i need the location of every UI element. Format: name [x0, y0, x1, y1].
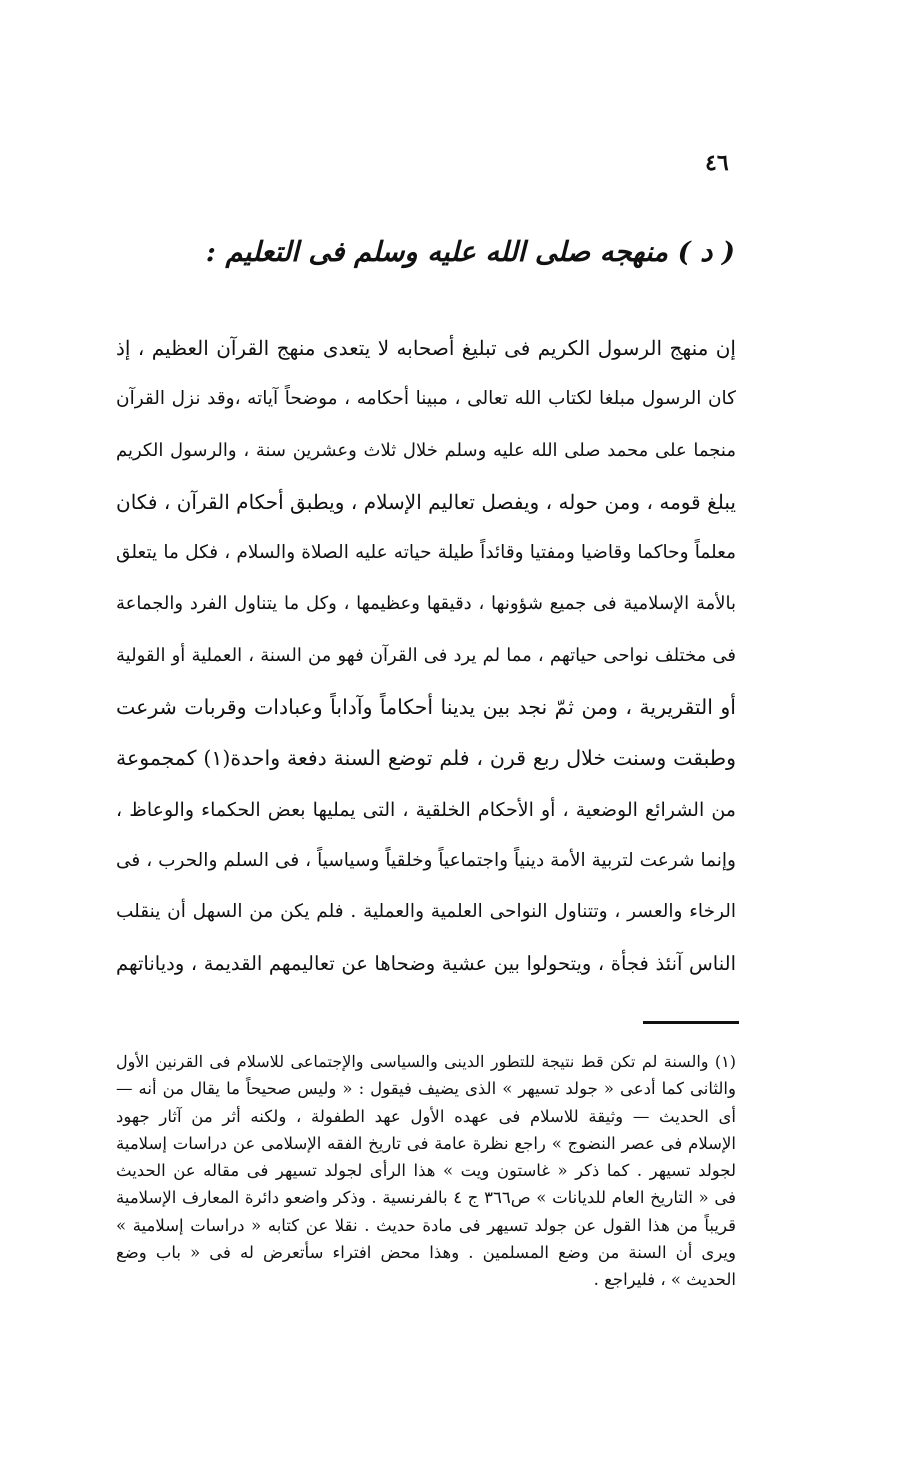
footnote-line: ويرى أن السنة من وضع المسلمين . وهذا محض افتراء سأتعرض له فى « باب وضع [116, 1243, 736, 1263]
body-text [116, 328, 736, 995]
body-line: يبلغ قومه ، ومن حوله ، ويفصل تعاليم الإسلام ، ويطبق أحكام القرآن ، فكان [116, 489, 736, 514]
footnote-line: الإسلام فى عصر النضوج » راجع نظرة عامة فى تاريخ الفقه الإسلامى عن دراسات إسلامية [116, 1133, 736, 1153]
footnote-line: أى الحديث — وثيقة للاسلام فى عهده الأول عهد الطفولة ، ولكنه أثر من آثار جهود [116, 1106, 736, 1126]
body-line: معلماً وحاكما وقاضيا ومفتيا وقائداً طيلة حياته عليه الصلاة والسلام ، فكل ما يتعلق [116, 542, 736, 564]
footnote-line: فى « التاريخ العام للديانات » ص٣٦٦ ج ٤ بالفرنسية . وذكر واضعو دائرة المعارف الإسلامية [116, 1188, 737, 1208]
body-line: وطبقت وسنت خلال ربع قرن ، فلم توضع السنة دفعة واحدة(١) كمجموعة [116, 746, 736, 771]
footnote-line: قريباً من هذا القول عن جولد تسيهر فى مادة حديث . نقلا عن كتابه « دراسات إسلامية » [116, 1215, 736, 1235]
footnote-line: الحديث » ، فليراجع . [593, 1270, 736, 1290]
body-line: إن منهج الرسول الكريم فى تبليغ أصحابه لا يتعدى منهج القرآن العظيم ، إذ [116, 336, 736, 360]
footnote-line: والثانى كما أدعى « جولد تسيهر » الذى يضيف فيقول : « وليس صحيحاً ما يقال من أنه — [116, 1079, 736, 1099]
footnote-separator [643, 1021, 739, 1024]
body-line: كان الرسول مبلغا لكتاب الله تعالى ، مبينا أحكامه ، موضحاً آياته ،وقد نزل القرآن [116, 388, 736, 410]
body-line: وإنما شرعت لتربية الأمة دينياً واجتماعياً وخلقياً وسياسياً ، فى السلم والحرب ، فى [116, 849, 736, 871]
section-heading: ( د ) منهجه صلى الله عليه وسلم فى التعليم : [205, 236, 735, 268]
body-line: الناس آنئذ فجأة ، ويتحولوا بين عشية وضحاها عن تعاليمهم القديمة ، ودياناتهم [116, 951, 736, 975]
body-line: منجما على محمد صلى الله عليه وسلم خلال ثلاث وعشرين سنة ، والرسول الكريم [116, 439, 736, 461]
body-line: فى مختلف نواحى حياتهم ، مما لم يرد فى القرآن فهو من السنة ، العملية أو القولية [116, 644, 736, 666]
footnote-line: (١) والسنة لم تكن قط نتيجة للتطور الدينى والسياسى والإجتماعى للاسلام فى القرنين الأول [116, 1052, 736, 1071]
body-line: أو التقريرية ، ومن ثمّ نجد بين يدينا أحكاماً وآداباً وعبادات وقربات شرعت [116, 695, 736, 720]
body-line: بالأمة الإسلامية فى جميع شؤونها ، دقيقها وعظيمها ، وكل ما يتناول الفرد والجماعة [116, 593, 736, 615]
footnote [116, 1050, 736, 1296]
footnote-line: لجولد تسيهر . كما ذكر « غاستون ويت » هذا الرأى لجولد تسيهر فى مقاله عن الحديث [116, 1161, 736, 1181]
body-line: من الشرائع الوضعية ، أو الأحكام الخلقية ، التى يمليها بعض الحكماء والوعاظ ، [116, 798, 736, 821]
body-line: الرخاء والعسر ، وتتناول النواحى العلمية والعملية . فلم يكن من السهل أن ينقلب [116, 901, 736, 923]
page-number: ٤٦ [705, 150, 729, 176]
